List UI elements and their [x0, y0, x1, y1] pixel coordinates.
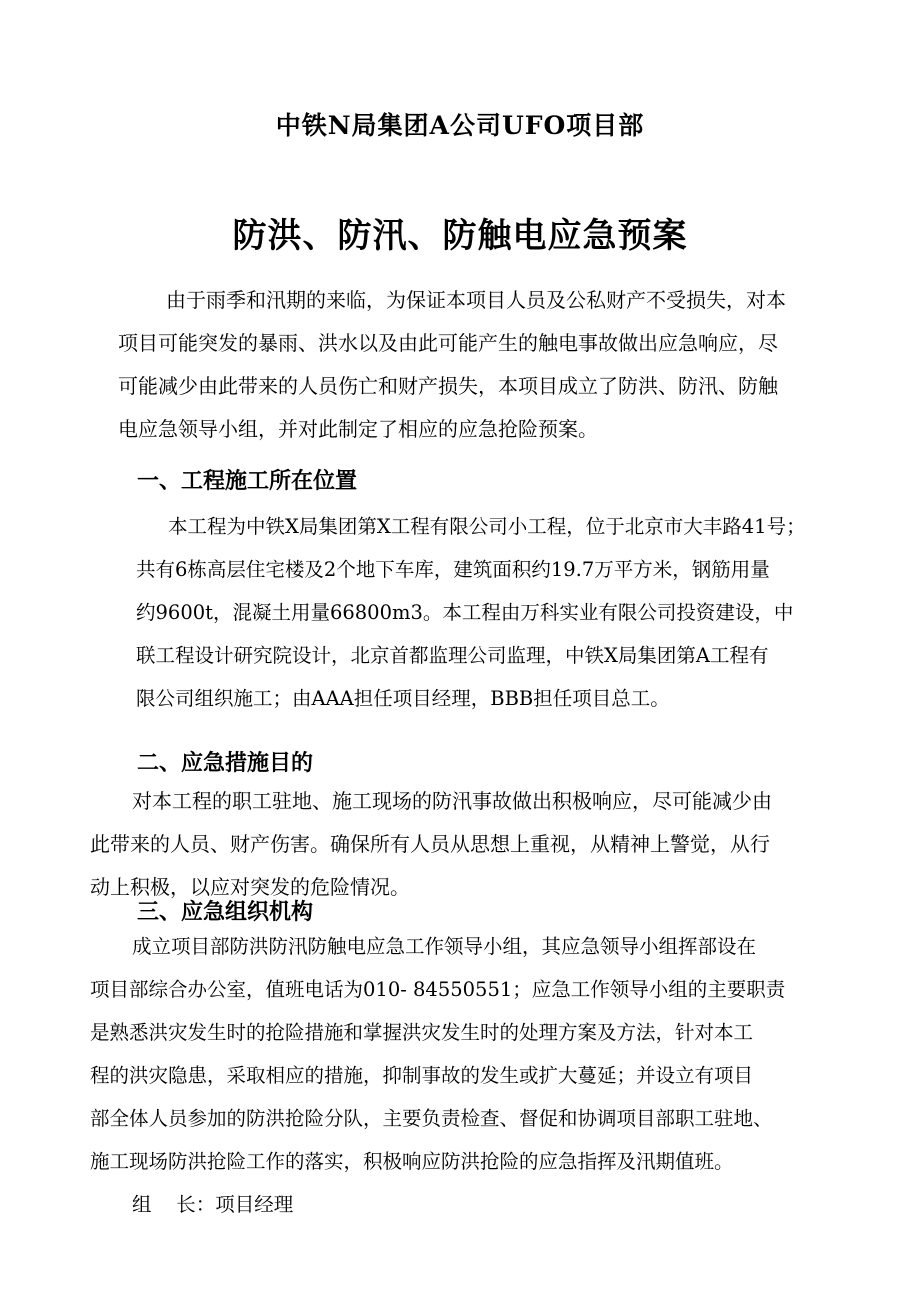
document-title: 防洪、防汛、防触电应急预案 [232, 216, 688, 256]
section1-line: 约9600t，混凝土用量66800m3。本工程由万科实业有限公司投资建设，中 [136, 601, 794, 624]
section2-line: 此带来的人员、财产伤害。确保所有人员从思想上重视，从精神上警觉，从行 [90, 832, 770, 856]
section3-heading: 三、应急组织机构 [137, 899, 314, 925]
section3-line: 成立项目部防洪防汛防触电应急工作领导小组，其应急领导小组挥部设在 [132, 935, 757, 958]
intro-line: 由于雨季和汛期的来临，为保证本项目人员及公私财产不受损失，对本 [166, 288, 786, 312]
section3-line: 部全体人员参加的防洪抢险分队，主要负责检查、督促和协调项目部职工驻地、 [90, 1107, 773, 1130]
section2-heading: 二、应急措施目的 [137, 750, 314, 776]
section1-line: 联工程设计研究院设计，北京首都监理公司监理，中铁X局集团第A工程有 [136, 644, 769, 667]
section1-line: 共有6栋高层住宅楼及2个地下车库，建筑面积约19.7万平方米，钢筋用量 [136, 558, 770, 581]
group-leader-line: 组 长：项目经理 [132, 1193, 294, 1216]
section2-line: 动上积极，以应对突发的危险情况。 [90, 875, 410, 899]
section2-paragraph [90, 780, 772, 909]
organization-title: 中铁N局集团A公司UFO项目部 [275, 111, 645, 140]
intro-line: 电应急领导小组，并对此制定了相应的应急抢险预案。 [118, 417, 598, 441]
intro-line: 项目可能突发的暴雨、洪水以及由此可能产生的触电事故做出应急响应，尽 [118, 331, 778, 355]
section3-line: 是熟悉洪灾发生时的抢险措施和掌握洪灾发生时的处理方案及方法，针对本工 [90, 1021, 754, 1044]
intro-line: 可能减少由此带来的人员伤亡和财产损失，本项目成立了防洪、防汛、防触 [118, 374, 778, 398]
intro-paragraph [118, 279, 786, 451]
section1-line: 限公司组织施工；由AAA担任项目经理，BBB担任项目总工。 [136, 687, 670, 710]
section3-line: 项目部综合办公室，值班电话为010- 84550551；应急工作领导小组的主要职责 [90, 978, 786, 1001]
section1-line: 本工程为中铁X局集团第X工程有限公司小工程，位于北京市大丰路41号； [168, 515, 806, 538]
section3-line: 施工现场防洪抢险工作的落实，积极响应防洪抢险的应急指挥及汛期值班。 [90, 1150, 734, 1173]
section3-line: 程的洪灾隐患，采取相应的措施，抑制事故的发生或扩大蔓延；并设立有项目 [90, 1064, 754, 1087]
section1-heading: 一、工程施工所在位置 [137, 468, 358, 494]
section1-paragraph [136, 505, 806, 720]
section3-paragraph [90, 925, 785, 1226]
section2-line: 对本工程的职工驻地、施工现场的防汛事故做出积极响应，尽可能减少由 [132, 789, 772, 813]
